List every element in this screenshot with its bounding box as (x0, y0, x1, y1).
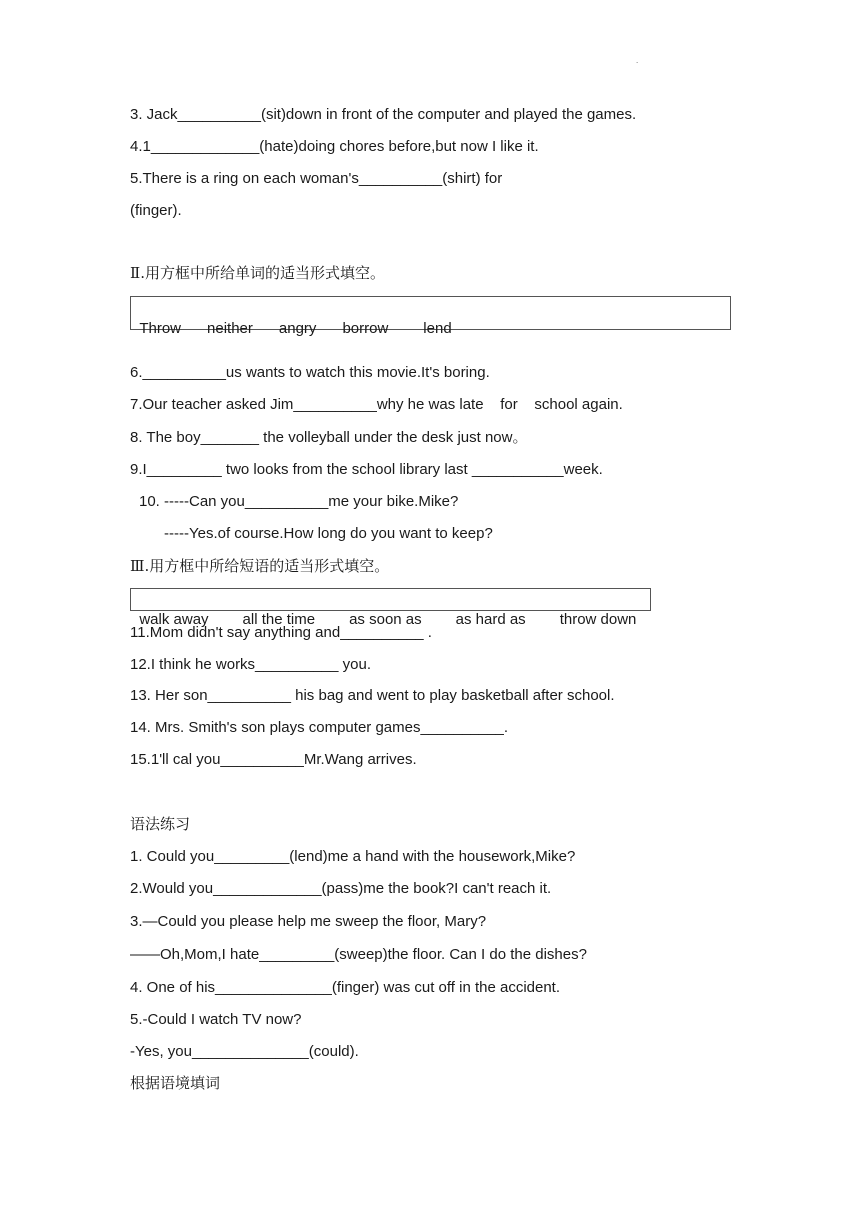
exercise-item: 4. One of his______________(finger) was cut off in the accident. (130, 979, 561, 996)
word-box (130, 296, 731, 337)
section-heading: 根据语境填词 (130, 1074, 221, 1092)
phrase-box-item: as soon as (349, 611, 422, 628)
exercise-item: 10. -----Can you__________me your bike.Mike? (139, 493, 459, 510)
corner-mark: . (636, 56, 639, 65)
exercise-item: 12.I think he works__________ you. (130, 656, 372, 673)
exercise-item: 3. Jack__________(sit)down in front of the computer and played the games. (130, 106, 637, 123)
exercise-item: 3.—Could you please help me sweep the floor, Mary? (130, 913, 487, 930)
section-heading: 语法练习 (130, 815, 191, 833)
exercise-item: 4.1_____________(hate)doing chores before,but now I like it. (130, 138, 539, 155)
word-box-item: angry (278, 320, 317, 337)
exercise-item: 5.-Could I watch TV now? (130, 1011, 302, 1028)
exercise-item: 1. Could you_________(lend)me a hand with the housework,Mike? (130, 848, 576, 865)
word-box-item: neither (207, 320, 253, 337)
section-heading: Ⅱ.用方框中所给单词的适当形式填空。 (130, 264, 385, 282)
exercise-item: 14. Mrs. Smith's son plays computer games__________. (130, 719, 509, 736)
exercise-item: 15.1'll cal you__________Mr.Wang arrives. (130, 751, 417, 768)
exercise-item: 6.__________us wants to watch this movie.It's boring. (130, 364, 490, 381)
phrase-box-item: throw down (559, 611, 637, 628)
exercise-item: ——Oh,Mom,I hate_________(sweep)the floor. Can I do the dishes? (130, 946, 587, 963)
exercise-item: (finger). (130, 202, 182, 219)
word-box-item: Throw (139, 320, 182, 337)
word-box-item: lend (423, 320, 452, 337)
phrase-box-item: walk away (139, 611, 209, 628)
phrase-box-item: all the time (242, 611, 316, 628)
exercise-item: 8. The boy_______ the volleyball under the desk just now。 (130, 429, 528, 446)
word-box-item: borrow (342, 320, 389, 337)
exercise-item: 7.Our teacher asked Jim__________why he was late for school again. (130, 396, 623, 413)
exercise-item: 9.I_________ two looks from the school library last ___________week. (130, 461, 603, 478)
phrase-box (130, 588, 651, 628)
exercise-item: 2.Would you_____________(pass)me the book?I can't reach it. (130, 880, 552, 897)
section-heading: Ⅲ.用方框中所给短语的适当形式填空。 (130, 557, 390, 575)
exercise-item: 5.There is a ring on each woman's__________(shirt) for (130, 170, 503, 187)
exercise-item: -----Yes.of course.How long do you want to keep? (164, 525, 493, 542)
exercise-item: 13. Her son__________ his bag and went to play basketball after school. (130, 687, 615, 704)
phrase-box-item: as hard as (455, 611, 526, 628)
exercise-item: 11.Mom didn't say anything and__________ . (130, 624, 432, 641)
exercise-item: -Yes, you______________(could). (130, 1043, 359, 1060)
